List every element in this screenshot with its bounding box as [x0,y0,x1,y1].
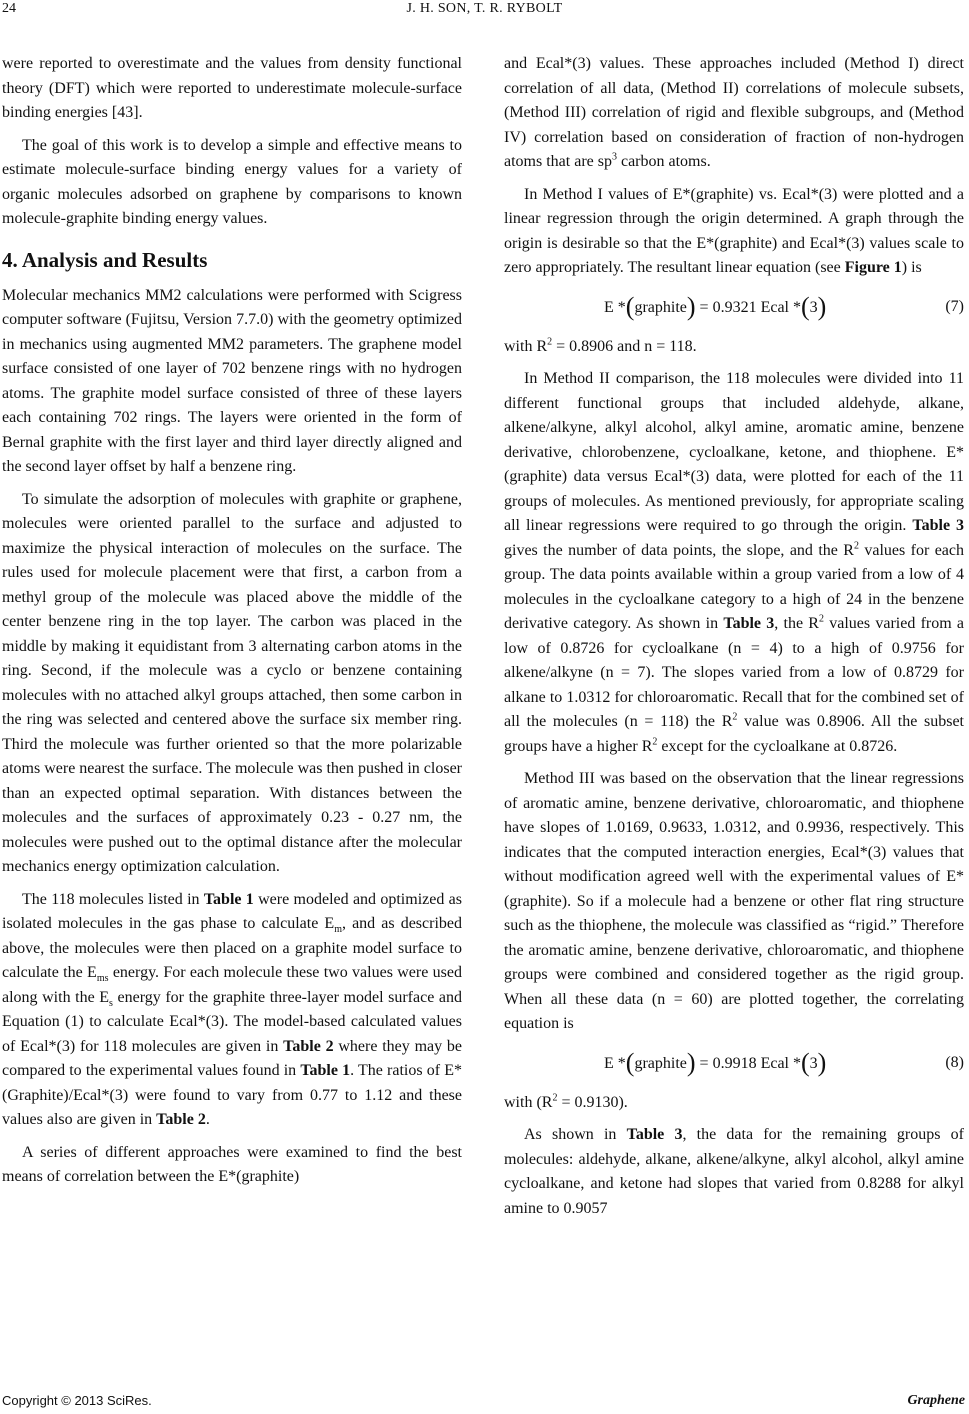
eq-argument: 3 [809,298,818,316]
paragraph [504,183,964,281]
text-run: As shown in [524,1126,627,1143]
page-number: 24 [2,1,16,16]
superscript: 2 [732,711,738,723]
paragraph [504,335,964,360]
text-run: , the R [774,615,819,632]
text-run: where they may be compared to the experimental values found in [2,1037,462,1079]
text-run: . The ratios of E*(Graphite)/Ecal*(3) were found to vary from 0.77 to 1.12 and these values also are given in [2,1062,462,1128]
paragraph [2,888,462,1133]
eq-lhs: E * [604,298,626,316]
text-run: The 118 molecules listed in [22,890,204,908]
paragraph: The goal of this work is to develop a simple and effective means to estimate molecule-surface binding energy values for a variety of organic molecules adsorbed on graphene by comparisons to known molecule-graphite binding energy values. [2,136,462,227]
eq-rhs: = 0.9321 Ecal * [695,298,801,316]
text-run: energy. For each molecule these two values were used along with the E [2,964,462,1006]
eq-argument: graphite [634,1054,687,1072]
equation-body: E *(graphite) = 0.9321 Ecal *(3) [604,291,827,321]
subscript: ms [96,973,109,985]
text-run: with R [504,337,548,355]
text-run: . [205,1111,210,1128]
equation-number: (8) [945,1053,964,1071]
journal-name: Graphene [907,1393,965,1408]
text-run: = 0.9130). [557,1093,628,1111]
text-run: except for the cycloalkane at 0.8726. [657,737,898,755]
text-run: carbon atoms. [616,153,711,170]
text-run: and Ecal*(3) values. These approaches included (Method I) direct correlation of all data, (Method II) correlations of molecule subsets, (Method III) correlation of rigid and flexible subgroups, and (Method IV) correlation based on consideration of fraction of non-hydrogen atoms that are sp [504,55,964,170]
text-run: gives the number of data points, the slope, and the R [504,541,854,559]
text-run: , and as described above, the molecules were then placed on a graphite model surface to calculate the E [2,915,462,981]
paragraph [504,1123,964,1221]
equation-body: E *(graphite) = 0.9918 Ecal *(3) [604,1047,827,1077]
paragraph [504,1091,964,1116]
copyright-notice: Copyright © 2013 SciRes. [2,1393,152,1408]
table-reference: Table 1 [203,890,254,908]
equation-8 [504,1045,964,1081]
superscript: 2 [552,1092,558,1104]
table-reference: Table 2 [283,1037,334,1055]
eq-argument: graphite [634,298,687,316]
text-run: value was 0.8906. All the subset groups have a higher R [504,713,965,755]
text-run: values varied from a low of 0.8726 for cycloalkane (n = 4) to a high of 0.9756 for alkene/alkyne (n = 7). The slopes varied from a low of 0.8729 for alkane to 1.0312 for chloroaromatic. Recall that for the combined set of all the molecules (n = 118) the R [504,615,965,730]
paragraph: A series of different approaches were examined to find the best means of correlation between the E*(graphite) [2,1143,462,1185]
section-heading: 4. Analysis and Results [2,247,208,272]
running-title: J. H. SON, T. R. RYBOLT [406,1,563,16]
text-run: In Method I values of E*(graphite) vs. Ecal*(3) were plotted and a linear regression through the origin determined. A graph through the origin is desirable so that the E*(graphite) and Ecal*(3) values scale to zero appropriately. The resultant linear equation (see [504,185,964,276]
eq-argument: 3 [809,1054,818,1072]
table-reference: Table 1 [300,1062,351,1079]
superscript: 2 [818,613,824,625]
paragraph: were reported to overestimate and the values from density functional theory (DFT) which were reported to underestimate molecule-surface binding energies [43]. [2,55,462,121]
table-reference: Table 3 [723,615,775,632]
equation-7 [504,289,964,325]
text-run: with (R [504,1093,553,1111]
page-footer [2,1393,965,1411]
paragraph: To simulate the adsorption of molecules with graphite or graphene, molecules were oriented parallel to the surface and adjusted to maximize the physical interaction of molecules on the surface. The rules used for molecule placement were that first, a carbon from a methyl group of the molecule was placed above the middle of the center benzene ring in the top layer. The carbon was placed in the middle by making it equidistant from 3 alternating carbon atoms in the ring. Second, if the molecule was a cyclo or benzene containing molecules with no attached alkyl groups attached, then some carbon in the ring was selected and centered above the surface six member ring. Third the molecule was further oriented so that the more polarizable atoms were nearest the surface. The molecule was then pushed in closer than an expected optimal separation. With distances between the molecules and the surfaces of approximately 0.23 - 0.27 nm, the molecules were pushed out to the optimal distance after the molecular mechanics energy optimization calculation. [2,490,462,875]
eq-lhs: E * [604,1054,626,1072]
text-run: In Method II comparison, the 118 molecules were divided into 11 different functional groups that included aldehyde, alkane, alkene/alkyne, alkyl alcohol, alkyl amine, aromatic amine, benzene derivative, chlorobenzene, cycloalkane, ketone, and thiophene. E*(graphite) data versus Ecal*(3) data, were plotted for each of the 11 groups of molecules. As mentioned previously, for appropriate scaling all linear regressions were required to go through the origin. [504,370,964,534]
left-column [2,52,462,1198]
equation-number: (7) [945,297,964,315]
subscript: m [334,924,342,936]
text-run: = 0.8906 and n = 118. [552,337,697,355]
eq-rhs: = 0.9918 Ecal * [695,1054,801,1072]
superscript: 2 [853,540,859,552]
table-reference: Table 3 [626,1126,683,1143]
superscript: 2 [547,336,553,348]
paragraph: Molecular mechanics MM2 calculations were performed with Scigress computer software (Fujitsu, Version 7.7.0) with the geometry optimized in mechanics using augmented MM2 parameters. The graphene model surface consisted of one layer of 702 benzene rings with no hydrogen atoms. The graphite model surface consisted of three of these layers each containing 702 rings. The layers were oriented in the form of Bernal graphite with the first layer and third layer directly aligned and the second layer offset by half a benzene ring. [2,286,462,475]
text-run: ) is [901,259,922,276]
superscript: 3 [611,151,617,163]
paragraph [504,367,964,759]
text-run: , the data for the remaining groups of molecules: aldehyde, alkane, alkene/alkyne, alkyl alcohol, alkyl amine cycloalkane, and ketone had slopes that varied from 0.8288 for alkyl amine to 0.9057 [504,1126,964,1217]
running-head [0,0,969,30]
figure-reference: Figure 1 [844,259,902,276]
paragraph: Method III was based on the observation that the linear regressions of aromatic amine, benzene derivative, chloroaromatic, and thiophene have slopes of 1.0169, 0.9633, 1.0312, and 0.9936, respectively. This indicates that the computed interaction energies, Ecal*(3) values that without modification agreed well with the experimental values of E*(graphite). So if a molecule had a benzene or other flat ring structure such as the thiophene, the molecule was classified as “rigid.” Therefore the aromatic amine, benzene derivative, chloroaromatic, and thiophene groups were combined and considered together as the rigid group. When all these data (n = 60) are plotted together, the correlating equation is [504,770,964,1032]
text-run: energy for the graphite three-layer model surface and Equation (1) to calculate Ecal*(3). The model-based calculated values of Ecal*(3) for 118 molecules are given in [2,988,462,1055]
right-column [504,52,964,1229]
superscript: 2 [652,736,658,748]
text-run: were modeled and optimized as isolated molecules in the gas phase to calculate E [2,890,462,932]
subscript: s [109,997,113,1009]
table-reference: Table 3 [912,517,964,534]
paragraph [504,52,964,175]
table-reference: Table 2 [156,1111,206,1128]
text-run: values for each group. The data points available within a group varied from a low of 4 molecules in the cycloalkane category to a high of 24 in the benzene derivative category. As shown in [504,541,964,632]
